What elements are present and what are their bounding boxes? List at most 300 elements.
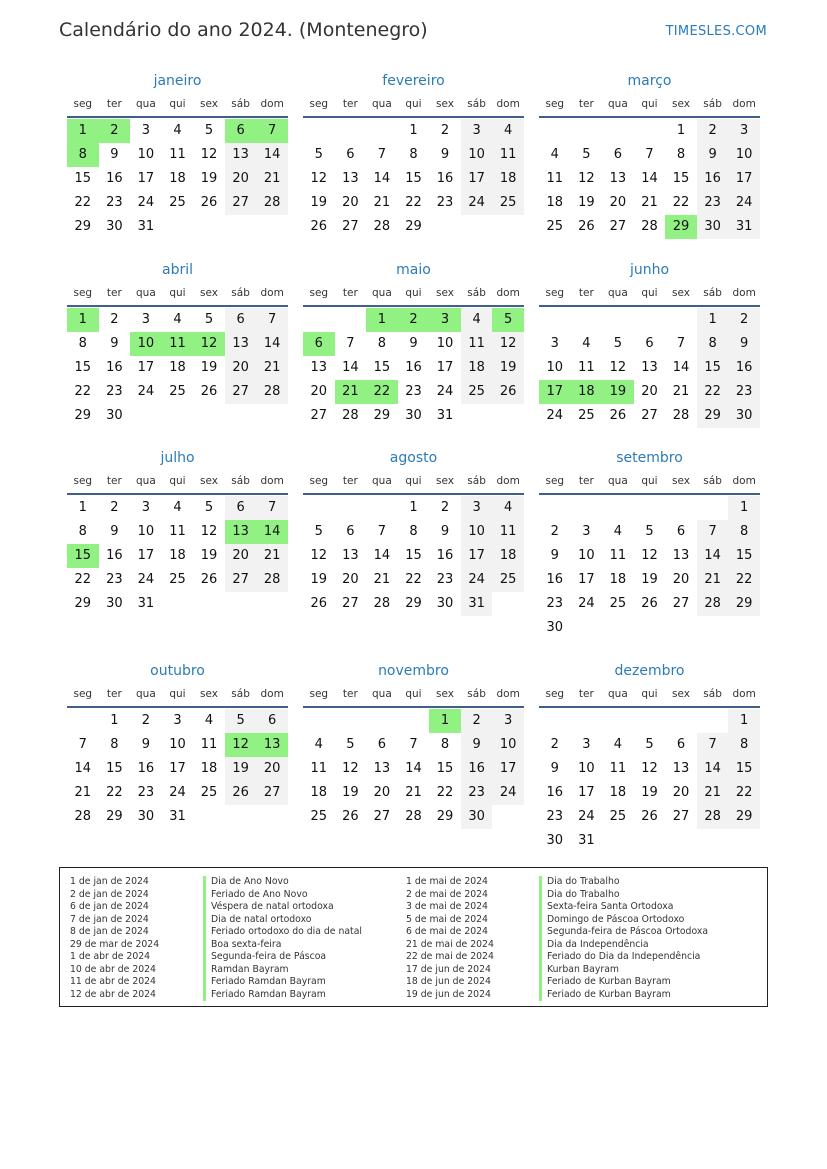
day-cell[interactable]: 23 bbox=[436, 195, 454, 210]
day-cell[interactable]: 23 bbox=[106, 384, 123, 399]
day-cell[interactable]: 17 bbox=[728, 167, 760, 191]
day-cell-holiday[interactable]: 5 bbox=[492, 308, 524, 332]
day-cell[interactable]: 2 bbox=[141, 713, 151, 728]
day-cell[interactable]: 17 bbox=[436, 360, 454, 375]
day-cell[interactable]: 21 bbox=[256, 544, 288, 568]
day-cell[interactable]: 24 bbox=[137, 572, 155, 587]
day-cell[interactable]: 29 bbox=[373, 408, 391, 423]
day-cell[interactable]: 25 bbox=[169, 195, 186, 210]
day-cell[interactable]: 6 bbox=[225, 496, 257, 520]
day-cell[interactable]: 13 bbox=[225, 143, 257, 167]
day-cell[interactable]: 11 bbox=[578, 360, 595, 375]
day-cell-holiday[interactable]: 14 bbox=[256, 520, 288, 544]
day-cell[interactable]: 16 bbox=[461, 757, 493, 781]
day-cell[interactable]: 30 bbox=[106, 219, 123, 234]
day-cell[interactable]: 16 bbox=[405, 360, 422, 375]
day-cell[interactable]: 13 bbox=[641, 360, 658, 375]
day-cell[interactable]: 9 bbox=[440, 524, 450, 539]
day-cell-holiday[interactable]: 10 bbox=[130, 332, 162, 356]
day-cell-holiday[interactable]: 15 bbox=[67, 544, 99, 568]
day-cell[interactable]: 30 bbox=[106, 408, 123, 423]
day-cell[interactable]: 14 bbox=[256, 143, 288, 167]
day-cell[interactable]: 25 bbox=[492, 568, 524, 592]
day-cell[interactable]: 10 bbox=[492, 733, 524, 757]
day-cell[interactable]: 12 bbox=[641, 761, 658, 776]
day-cell[interactable]: 24 bbox=[436, 384, 454, 399]
day-cell[interactable]: 13 bbox=[225, 332, 257, 356]
day-cell[interactable]: 24 bbox=[137, 195, 155, 210]
day-cell[interactable]: 10 bbox=[461, 143, 493, 167]
day-cell[interactable]: 27 bbox=[672, 596, 690, 611]
day-cell[interactable]: 5 bbox=[204, 312, 214, 327]
day-cell[interactable]: 18 bbox=[546, 195, 564, 210]
day-cell[interactable]: 21 bbox=[697, 781, 729, 805]
day-cell[interactable]: 4 bbox=[461, 308, 493, 332]
day-cell[interactable]: 31 bbox=[137, 219, 155, 234]
day-cell[interactable]: 15 bbox=[728, 544, 760, 568]
day-cell[interactable]: 17 bbox=[461, 167, 493, 191]
day-cell[interactable]: 24 bbox=[461, 191, 493, 215]
day-cell[interactable]: 20 bbox=[641, 384, 658, 399]
day-cell[interactable]: 16 bbox=[546, 572, 564, 587]
day-cell[interactable]: 16 bbox=[546, 785, 564, 800]
day-cell[interactable]: 7 bbox=[256, 308, 288, 332]
day-cell[interactable]: 5 bbox=[645, 737, 654, 752]
day-cell[interactable]: 7 bbox=[697, 733, 729, 757]
day-cell[interactable]: 5 bbox=[204, 500, 214, 515]
day-cell[interactable]: 16 bbox=[728, 356, 760, 380]
day-cell[interactable]: 26 bbox=[310, 596, 328, 611]
day-cell[interactable]: 19 bbox=[641, 572, 658, 587]
day-cell[interactable]: 7 bbox=[697, 520, 729, 544]
day-cell[interactable]: 17 bbox=[492, 757, 524, 781]
day-cell[interactable]: 15 bbox=[106, 761, 123, 776]
day-cell[interactable]: 18 bbox=[169, 548, 186, 563]
day-cell[interactable]: 24 bbox=[728, 191, 760, 215]
day-cell[interactable]: 28 bbox=[641, 219, 658, 234]
day-cell[interactable]: 28 bbox=[697, 592, 729, 616]
day-cell[interactable]: 1 bbox=[110, 713, 119, 728]
day-cell[interactable]: 3 bbox=[173, 713, 182, 728]
day-cell[interactable]: 12 bbox=[310, 171, 328, 186]
day-cell[interactable]: 18 bbox=[169, 360, 186, 375]
day-cell-holiday[interactable]: 12 bbox=[225, 733, 257, 757]
day-cell[interactable]: 2 bbox=[461, 709, 493, 733]
day-cell[interactable]: 20 bbox=[225, 356, 257, 380]
day-cell[interactable]: 10 bbox=[578, 548, 595, 563]
day-cell[interactable]: 16 bbox=[436, 171, 454, 186]
day-cell[interactable]: 20 bbox=[342, 195, 359, 210]
day-cell[interactable]: 9 bbox=[110, 524, 119, 539]
day-cell-holiday[interactable]: 1 bbox=[67, 308, 99, 332]
day-cell[interactable]: 4 bbox=[173, 123, 182, 138]
day-cell[interactable]: 4 bbox=[492, 119, 524, 143]
day-cell[interactable]: 23 bbox=[546, 596, 564, 611]
day-cell[interactable]: 30 bbox=[697, 215, 729, 239]
day-cell-holiday[interactable]: 22 bbox=[366, 380, 398, 404]
day-cell[interactable]: 20 bbox=[225, 544, 257, 568]
day-cell[interactable]: 31 bbox=[169, 809, 186, 824]
day-cell[interactable]: 17 bbox=[461, 544, 493, 568]
day-cell[interactable]: 14 bbox=[405, 761, 422, 776]
day-cell[interactable]: 26 bbox=[342, 809, 359, 824]
day-cell[interactable]: 2 bbox=[728, 308, 760, 332]
day-cell[interactable]: 31 bbox=[436, 408, 454, 423]
day-cell-holiday[interactable]: 1 bbox=[67, 119, 99, 143]
day-cell[interactable]: 13 bbox=[342, 171, 359, 186]
day-cell[interactable]: 22 bbox=[697, 380, 729, 404]
day-cell[interactable]: 10 bbox=[436, 336, 454, 351]
day-cell[interactable]: 27 bbox=[342, 219, 359, 234]
day-cell[interactable]: 19 bbox=[225, 757, 257, 781]
day-cell[interactable]: 13 bbox=[342, 548, 359, 563]
day-cell[interactable]: 9 bbox=[728, 332, 760, 356]
day-cell[interactable]: 3 bbox=[492, 709, 524, 733]
day-cell[interactable]: 11 bbox=[609, 761, 627, 776]
day-cell[interactable]: 2 bbox=[550, 737, 559, 752]
day-cell-holiday[interactable]: 12 bbox=[193, 332, 225, 356]
day-cell[interactable]: 3 bbox=[582, 524, 591, 539]
day-cell[interactable]: 26 bbox=[200, 572, 218, 587]
day-cell[interactable]: 9 bbox=[550, 548, 559, 563]
day-cell[interactable]: 27 bbox=[225, 380, 257, 404]
day-cell[interactable]: 21 bbox=[373, 572, 391, 587]
day-cell[interactable]: 5 bbox=[346, 737, 355, 752]
day-cell[interactable]: 5 bbox=[314, 147, 323, 162]
day-cell[interactable]: 14 bbox=[697, 757, 729, 781]
day-cell[interactable]: 21 bbox=[697, 568, 729, 592]
day-cell[interactable]: 22 bbox=[436, 785, 454, 800]
day-cell[interactable]: 21 bbox=[373, 195, 391, 210]
day-cell[interactable]: 14 bbox=[672, 360, 690, 375]
day-cell[interactable]: 20 bbox=[342, 572, 359, 587]
day-cell[interactable]: 1 bbox=[728, 496, 760, 520]
day-cell[interactable]: 4 bbox=[613, 524, 623, 539]
day-cell[interactable]: 28 bbox=[256, 380, 288, 404]
day-cell[interactable]: 23 bbox=[461, 781, 493, 805]
day-cell[interactable]: 30 bbox=[436, 596, 454, 611]
day-cell[interactable]: 10 bbox=[137, 524, 155, 539]
day-cell[interactable]: 3 bbox=[141, 312, 151, 327]
day-cell[interactable]: 28 bbox=[373, 596, 391, 611]
day-cell[interactable]: 23 bbox=[106, 195, 123, 210]
day-cell[interactable]: 19 bbox=[641, 785, 658, 800]
day-cell[interactable]: 7 bbox=[409, 737, 418, 752]
day-cell[interactable]: 26 bbox=[200, 195, 218, 210]
day-cell-holiday[interactable]: 19 bbox=[602, 380, 634, 404]
day-cell[interactable]: 23 bbox=[106, 572, 123, 587]
day-cell[interactable]: 19 bbox=[578, 195, 595, 210]
day-cell[interactable]: 7 bbox=[346, 336, 355, 351]
day-cell[interactable]: 21 bbox=[256, 356, 288, 380]
day-cell[interactable]: 11 bbox=[546, 171, 564, 186]
day-cell[interactable]: 14 bbox=[342, 360, 359, 375]
day-cell-holiday[interactable]: 6 bbox=[225, 119, 257, 143]
day-cell[interactable]: 4 bbox=[582, 336, 591, 351]
day-cell[interactable]: 3 bbox=[728, 119, 760, 143]
day-cell[interactable]: 11 bbox=[461, 332, 493, 356]
day-cell[interactable]: 20 bbox=[310, 384, 328, 399]
day-cell[interactable]: 2 bbox=[110, 500, 119, 515]
day-cell[interactable]: 23 bbox=[728, 380, 760, 404]
day-cell[interactable]: 29 bbox=[74, 219, 92, 234]
day-cell[interactable]: 4 bbox=[204, 713, 214, 728]
day-cell[interactable]: 21 bbox=[405, 785, 422, 800]
day-cell[interactable]: 2 bbox=[110, 312, 119, 327]
day-cell[interactable]: 25 bbox=[310, 809, 328, 824]
day-cell[interactable]: 6 bbox=[613, 147, 623, 162]
day-cell[interactable]: 30 bbox=[546, 833, 564, 848]
day-cell[interactable]: 1 bbox=[409, 123, 418, 138]
day-cell[interactable]: 6 bbox=[676, 737, 686, 752]
day-cell[interactable]: 12 bbox=[200, 524, 218, 539]
day-cell-holiday[interactable]: 1 bbox=[429, 709, 461, 733]
day-cell[interactable]: 2 bbox=[550, 524, 559, 539]
day-cell[interactable]: 2 bbox=[697, 119, 729, 143]
day-cell[interactable]: 4 bbox=[613, 737, 623, 752]
day-cell[interactable]: 1 bbox=[697, 308, 729, 332]
day-cell-holiday[interactable]: 3 bbox=[429, 308, 461, 332]
day-cell[interactable]: 21 bbox=[74, 785, 92, 800]
day-cell[interactable]: 3 bbox=[461, 119, 493, 143]
day-cell[interactable]: 9 bbox=[141, 737, 151, 752]
day-cell[interactable]: 22 bbox=[74, 384, 92, 399]
day-cell[interactable]: 14 bbox=[373, 548, 391, 563]
day-cell-holiday[interactable]: 6 bbox=[303, 332, 335, 356]
day-cell[interactable]: 15 bbox=[74, 171, 92, 186]
day-cell[interactable]: 30 bbox=[461, 805, 493, 829]
day-cell[interactable]: 13 bbox=[373, 761, 391, 776]
day-cell[interactable]: 25 bbox=[461, 380, 493, 404]
day-cell-holiday[interactable]: 29 bbox=[665, 215, 697, 239]
day-cell[interactable]: 29 bbox=[436, 809, 454, 824]
day-cell[interactable]: 16 bbox=[697, 167, 729, 191]
day-cell[interactable]: 5 bbox=[225, 709, 257, 733]
day-cell[interactable]: 29 bbox=[697, 404, 729, 428]
day-cell[interactable]: 27 bbox=[641, 408, 658, 423]
day-cell[interactable]: 1 bbox=[728, 709, 760, 733]
day-cell[interactable]: 19 bbox=[200, 360, 218, 375]
day-cell[interactable]: 19 bbox=[492, 356, 524, 380]
day-cell-holiday[interactable]: 2 bbox=[398, 308, 430, 332]
day-cell-holiday[interactable]: 13 bbox=[256, 733, 288, 757]
day-cell[interactable]: 19 bbox=[200, 548, 218, 563]
day-cell[interactable]: 23 bbox=[697, 191, 729, 215]
day-cell[interactable]: 22 bbox=[728, 568, 760, 592]
day-cell[interactable]: 12 bbox=[641, 548, 658, 563]
day-cell[interactable]: 25 bbox=[492, 191, 524, 215]
day-cell[interactable]: 13 bbox=[310, 360, 328, 375]
day-cell[interactable]: 11 bbox=[609, 548, 627, 563]
day-cell[interactable]: 7 bbox=[645, 147, 654, 162]
day-cell[interactable]: 5 bbox=[613, 336, 623, 351]
day-cell[interactable]: 8 bbox=[78, 524, 87, 539]
day-cell[interactable]: 20 bbox=[672, 785, 690, 800]
day-cell[interactable]: 3 bbox=[550, 336, 559, 351]
day-cell[interactable]: 22 bbox=[405, 195, 422, 210]
day-cell[interactable]: 11 bbox=[169, 524, 186, 539]
day-cell[interactable]: 4 bbox=[173, 500, 182, 515]
day-cell-holiday[interactable]: 7 bbox=[256, 119, 288, 143]
day-cell[interactable]: 29 bbox=[106, 809, 123, 824]
day-cell[interactable]: 2 bbox=[440, 123, 450, 138]
day-cell[interactable]: 15 bbox=[697, 356, 729, 380]
day-cell[interactable]: 15 bbox=[405, 548, 422, 563]
day-cell[interactable]: 16 bbox=[436, 548, 454, 563]
day-cell[interactable]: 26 bbox=[578, 219, 595, 234]
day-cell[interactable]: 16 bbox=[106, 360, 123, 375]
day-cell[interactable]: 29 bbox=[405, 219, 422, 234]
day-cell[interactable]: 17 bbox=[137, 548, 155, 563]
day-cell[interactable]: 11 bbox=[310, 761, 328, 776]
day-cell[interactable]: 24 bbox=[461, 568, 493, 592]
day-cell[interactable]: 24 bbox=[578, 596, 595, 611]
day-cell[interactable]: 6 bbox=[346, 147, 355, 162]
day-cell[interactable]: 12 bbox=[200, 147, 218, 162]
day-cell[interactable]: 19 bbox=[342, 785, 359, 800]
day-cell[interactable]: 20 bbox=[225, 167, 257, 191]
day-cell-holiday[interactable]: 8 bbox=[67, 143, 99, 167]
day-cell[interactable]: 8 bbox=[697, 332, 729, 356]
day-cell[interactable]: 6 bbox=[225, 308, 257, 332]
day-cell[interactable]: 13 bbox=[609, 171, 627, 186]
day-cell[interactable]: 3 bbox=[461, 496, 493, 520]
day-cell[interactable]: 8 bbox=[409, 147, 418, 162]
day-cell[interactable]: 27 bbox=[609, 219, 627, 234]
day-cell[interactable]: 4 bbox=[173, 312, 182, 327]
day-cell[interactable]: 6 bbox=[256, 709, 288, 733]
day-cell[interactable]: 28 bbox=[74, 809, 92, 824]
day-cell[interactable]: 25 bbox=[169, 572, 186, 587]
day-cell[interactable]: 5 bbox=[204, 123, 214, 138]
day-cell[interactable]: 12 bbox=[310, 548, 328, 563]
day-cell[interactable]: 22 bbox=[74, 195, 92, 210]
day-cell[interactable]: 25 bbox=[546, 219, 564, 234]
day-cell[interactable]: 20 bbox=[373, 785, 391, 800]
day-cell[interactable]: 3 bbox=[141, 123, 151, 138]
day-cell-holiday[interactable]: 21 bbox=[335, 380, 367, 404]
day-cell[interactable]: 19 bbox=[310, 195, 328, 210]
day-cell[interactable]: 31 bbox=[461, 592, 493, 616]
day-cell[interactable]: 10 bbox=[137, 147, 155, 162]
day-cell[interactable]: 28 bbox=[256, 191, 288, 215]
day-cell[interactable]: 17 bbox=[169, 761, 186, 776]
day-cell[interactable]: 23 bbox=[436, 572, 454, 587]
day-cell[interactable]: 30 bbox=[728, 404, 760, 428]
day-cell[interactable]: 27 bbox=[342, 596, 359, 611]
day-cell[interactable]: 8 bbox=[728, 520, 760, 544]
day-cell[interactable]: 30 bbox=[546, 620, 564, 635]
day-cell[interactable]: 8 bbox=[728, 733, 760, 757]
day-cell[interactable]: 28 bbox=[373, 219, 391, 234]
day-cell[interactable]: 18 bbox=[492, 544, 524, 568]
day-cell[interactable]: 7 bbox=[78, 737, 87, 752]
brand-logo[interactable]: TIMESLES.COM bbox=[665, 24, 767, 39]
day-cell[interactable]: 18 bbox=[200, 761, 218, 776]
day-cell[interactable]: 10 bbox=[169, 737, 186, 752]
day-cell[interactable]: 17 bbox=[578, 785, 595, 800]
day-cell[interactable]: 13 bbox=[672, 548, 690, 563]
day-cell[interactable]: 26 bbox=[310, 219, 328, 234]
day-cell[interactable]: 15 bbox=[672, 171, 690, 186]
day-cell[interactable]: 1 bbox=[676, 123, 686, 138]
day-cell[interactable]: 6 bbox=[377, 737, 387, 752]
day-cell[interactable]: 23 bbox=[137, 785, 155, 800]
day-cell[interactable]: 24 bbox=[137, 384, 155, 399]
day-cell[interactable]: 4 bbox=[492, 496, 524, 520]
day-cell[interactable]: 3 bbox=[141, 500, 151, 515]
day-cell[interactable]: 20 bbox=[609, 195, 627, 210]
day-cell[interactable]: 8 bbox=[377, 336, 387, 351]
day-cell[interactable]: 31 bbox=[728, 215, 760, 239]
day-cell[interactable]: 30 bbox=[106, 596, 123, 611]
day-cell[interactable]: 11 bbox=[169, 147, 186, 162]
day-cell[interactable]: 6 bbox=[676, 524, 686, 539]
day-cell[interactable]: 8 bbox=[110, 737, 119, 752]
day-cell[interactable]: 4 bbox=[550, 147, 559, 162]
day-cell[interactable]: 9 bbox=[409, 336, 418, 351]
day-cell[interactable]: 9 bbox=[697, 143, 729, 167]
day-cell[interactable]: 17 bbox=[137, 360, 155, 375]
day-cell[interactable]: 5 bbox=[645, 524, 654, 539]
day-cell[interactable]: 21 bbox=[641, 195, 658, 210]
day-cell[interactable]: 25 bbox=[609, 809, 627, 824]
day-cell[interactable]: 28 bbox=[405, 809, 422, 824]
day-cell[interactable]: 17 bbox=[137, 171, 155, 186]
day-cell[interactable]: 29 bbox=[74, 596, 92, 611]
day-cell[interactable]: 27 bbox=[225, 191, 257, 215]
day-cell[interactable]: 27 bbox=[310, 408, 328, 423]
day-cell-holiday[interactable]: 18 bbox=[571, 380, 603, 404]
day-cell[interactable]: 15 bbox=[436, 761, 454, 776]
day-cell[interactable]: 10 bbox=[461, 520, 493, 544]
day-cell[interactable]: 28 bbox=[697, 805, 729, 829]
day-cell[interactable]: 14 bbox=[74, 761, 92, 776]
day-cell[interactable]: 3 bbox=[582, 737, 591, 752]
day-cell[interactable]: 27 bbox=[672, 809, 690, 824]
day-cell[interactable]: 27 bbox=[373, 809, 391, 824]
day-cell[interactable]: 9 bbox=[110, 147, 119, 162]
day-cell[interactable]: 15 bbox=[405, 171, 422, 186]
day-cell[interactable]: 10 bbox=[728, 143, 760, 167]
day-cell[interactable]: 9 bbox=[461, 733, 493, 757]
day-cell[interactable]: 29 bbox=[405, 596, 422, 611]
day-cell[interactable]: 17 bbox=[578, 572, 595, 587]
day-cell[interactable]: 25 bbox=[200, 785, 218, 800]
day-cell[interactable]: 5 bbox=[582, 147, 591, 162]
day-cell[interactable]: 14 bbox=[697, 544, 729, 568]
day-cell[interactable]: 30 bbox=[137, 809, 155, 824]
day-cell[interactable]: 7 bbox=[377, 524, 387, 539]
day-cell[interactable]: 16 bbox=[137, 761, 155, 776]
day-cell[interactable]: 16 bbox=[106, 548, 123, 563]
day-cell[interactable]: 19 bbox=[310, 572, 328, 587]
day-cell-holiday[interactable]: 2 bbox=[99, 119, 131, 143]
day-cell[interactable]: 18 bbox=[169, 171, 186, 186]
day-cell[interactable]: 9 bbox=[110, 336, 119, 351]
day-cell[interactable]: 18 bbox=[609, 572, 627, 587]
day-cell[interactable]: 26 bbox=[492, 380, 524, 404]
day-cell[interactable]: 14 bbox=[641, 171, 658, 186]
day-cell[interactable]: 20 bbox=[672, 572, 690, 587]
day-cell[interactable]: 22 bbox=[106, 785, 123, 800]
day-cell[interactable]: 12 bbox=[492, 332, 524, 356]
day-cell[interactable]: 11 bbox=[492, 143, 524, 167]
day-cell[interactable]: 31 bbox=[578, 833, 595, 848]
day-cell[interactable]: 8 bbox=[78, 336, 87, 351]
day-cell[interactable]: 18 bbox=[310, 785, 328, 800]
day-cell[interactable]: 25 bbox=[609, 596, 627, 611]
